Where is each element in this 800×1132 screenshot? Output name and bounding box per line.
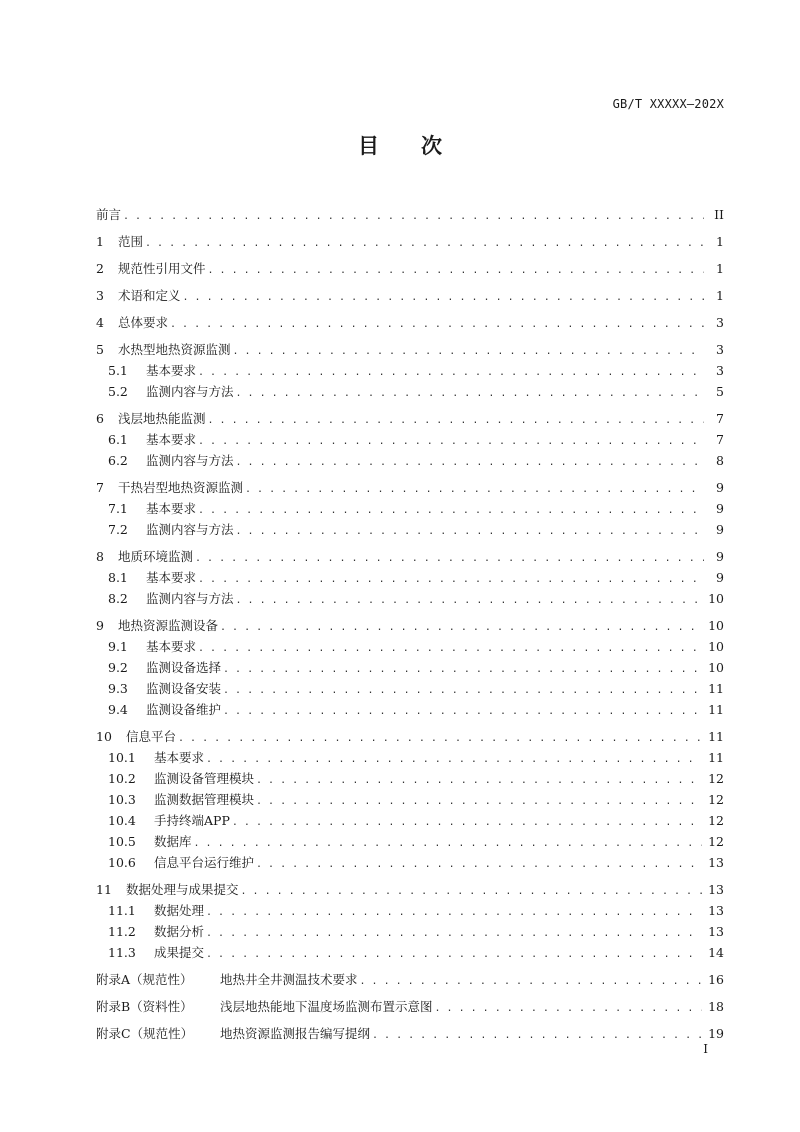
toc-leader-dots <box>206 949 702 960</box>
toc-entry-title: 信息平台运行维护 <box>154 855 255 870</box>
toc-entry-number: 11.2 <box>108 924 136 939</box>
toc-entry-title: 监测内容与方法 <box>146 384 234 399</box>
toc-leader-dots <box>236 526 704 537</box>
toc-leader-dots <box>435 1003 703 1014</box>
toc-entry[interactable] <box>96 727 724 748</box>
toc-leader-dots <box>372 1030 702 1041</box>
toc-entry-title: 数据处理与成果提交 <box>126 882 239 897</box>
toc-entry-number: 8.2 <box>108 591 128 606</box>
toc-entry[interactable] <box>96 853 724 874</box>
toc-entry-page: 1 <box>716 234 724 249</box>
toc-entry[interactable] <box>96 970 724 991</box>
toc-entry-page: II <box>714 207 724 222</box>
toc-entry-page: 16 <box>708 972 724 987</box>
toc-entry-title: 信息平台 <box>126 729 177 744</box>
toc-entry-page: 18 <box>708 999 724 1014</box>
toc-entry-number: 10.4 <box>108 813 136 828</box>
toc-entry[interactable] <box>96 520 724 541</box>
toc-entry-number: 11.1 <box>108 903 136 918</box>
toc-entry-title: 监测数据管理模块 <box>154 792 255 807</box>
toc-entry[interactable] <box>96 1024 724 1045</box>
toc-entry-title: 浅层地热能监测 <box>118 411 206 426</box>
toc-entry-number: 7.1 <box>108 501 128 516</box>
toc-entry-number: 11.3 <box>108 945 136 960</box>
toc-entry[interactable] <box>96 205 724 226</box>
standard-code: GB/T XXXXX—202X <box>612 97 724 111</box>
toc-entry-number: 1 <box>96 234 104 249</box>
toc-entry[interactable] <box>96 790 724 811</box>
toc-entry[interactable] <box>96 769 724 790</box>
toc-entry-title: 前言 <box>96 207 122 222</box>
toc-entry-title: 范围 <box>118 234 144 249</box>
toc-entry-page: 12 <box>708 792 724 807</box>
toc-leader-dots <box>220 622 702 633</box>
toc-entry-title: 基本要求 <box>146 570 197 585</box>
toc-entry-number: 3 <box>96 288 104 303</box>
toc-leader-dots <box>198 436 704 447</box>
toc-entry-page: 5 <box>716 384 724 399</box>
toc-entry-page: 13 <box>708 924 724 939</box>
toc-leader-dots <box>236 388 704 399</box>
toc-entry-page: 11 <box>708 681 724 696</box>
toc-entry[interactable] <box>96 811 724 832</box>
toc-entry-page: 11 <box>708 750 724 765</box>
toc-entry[interactable] <box>96 340 724 361</box>
toc-entry-title: 监测内容与方法 <box>146 591 234 606</box>
toc-leader-dots <box>256 859 702 870</box>
toc-entry-title: 监测设备选择 <box>146 660 222 675</box>
toc-entry-number: 5.1 <box>108 363 128 378</box>
toc-leader-dots <box>206 928 702 939</box>
toc-entry-page: 7 <box>716 411 724 426</box>
toc-entry-page: 14 <box>708 945 724 960</box>
toc-entry[interactable] <box>96 451 724 472</box>
toc-leader-dots <box>123 211 704 222</box>
toc-entry-page: 9 <box>716 570 724 585</box>
toc-entry-title: 数据处理 <box>154 903 205 918</box>
toc-leader-dots <box>233 346 704 357</box>
toc-entry[interactable] <box>96 499 724 520</box>
table-of-contents <box>96 205 724 1045</box>
toc-entry[interactable] <box>96 286 724 307</box>
toc-entry-title: 成果提交 <box>154 945 205 960</box>
toc-entry-number: 10.5 <box>108 834 136 849</box>
toc-entry-page: 1 <box>716 261 724 276</box>
toc-entry-title: 手持终端APP <box>154 813 230 828</box>
toc-entry-number: 5.2 <box>108 384 128 399</box>
toc-leader-dots <box>232 817 702 828</box>
toc-entry-title: 数据分析 <box>154 924 205 939</box>
toc-entry-title: 总体要求 <box>118 315 169 330</box>
toc-entry-title: 数据库 <box>154 834 192 849</box>
toc-entry-number: 10.6 <box>108 855 136 870</box>
toc-leader-dots <box>223 706 702 717</box>
page-title: 目 次 <box>358 134 442 158</box>
toc-entry-page: 10 <box>708 639 724 654</box>
toc-leader-dots <box>195 553 704 564</box>
toc-entry[interactable] <box>96 313 724 334</box>
toc-entry[interactable] <box>96 478 724 499</box>
toc-leader-dots <box>198 367 704 378</box>
toc-entry-number: 6.2 <box>108 453 128 468</box>
toc-entry-number: 7.2 <box>108 522 128 537</box>
toc-entry-title: 地质环境监测 <box>118 549 194 564</box>
toc-entry-title: 监测设备安装 <box>146 681 222 696</box>
toc-leader-dots <box>206 754 702 765</box>
toc-entry-number: 8.1 <box>108 570 128 585</box>
toc-entry-number: 10.3 <box>108 792 136 807</box>
toc-entry[interactable] <box>96 430 724 451</box>
toc-entry-number: 2 <box>96 261 104 276</box>
toc-entry-number: 附录A（规范性） <box>96 972 193 987</box>
toc-leader-dots <box>206 907 702 918</box>
toc-entry[interactable] <box>96 409 724 430</box>
toc-entry-title: 规范性引用文件 <box>118 261 206 276</box>
toc-entry-title: 基本要求 <box>146 501 197 516</box>
toc-leader-dots <box>145 238 704 249</box>
toc-leader-dots <box>170 319 704 330</box>
toc-entry[interactable] <box>96 589 724 610</box>
toc-entry-number: 5 <box>96 342 104 357</box>
toc-entry-page: 10 <box>708 618 724 633</box>
toc-entry[interactable] <box>96 700 724 721</box>
toc-entry[interactable] <box>96 259 724 280</box>
toc-leader-dots <box>360 976 703 987</box>
toc-entry[interactable] <box>96 943 724 964</box>
toc-entry-number: 4 <box>96 315 104 330</box>
toc-entry-page: 9 <box>716 549 724 564</box>
toc-leader-dots <box>245 484 704 495</box>
toc-entry-page: 19 <box>708 1026 724 1041</box>
toc-entry-page: 3 <box>716 363 724 378</box>
toc-entry-number: 9.2 <box>108 660 128 675</box>
toc-entry[interactable] <box>96 748 724 769</box>
toc-entry[interactable] <box>96 616 724 637</box>
toc-entry[interactable] <box>96 637 724 658</box>
toc-leader-dots <box>198 643 702 654</box>
toc-entry-number: 附录C（规范性） <box>96 1026 194 1041</box>
toc-entry[interactable] <box>96 679 724 700</box>
toc-entry[interactable] <box>96 232 724 253</box>
toc-leader-dots <box>236 595 703 606</box>
toc-entry-page: 8 <box>716 453 724 468</box>
toc-entry-number: 6 <box>96 411 104 426</box>
toc-leader-dots <box>178 733 702 744</box>
toc-entry-page: 12 <box>708 771 724 786</box>
toc-entry-number: 11 <box>96 882 112 897</box>
toc-entry-page: 3 <box>716 315 724 330</box>
toc-entry-number: 10.1 <box>108 750 136 765</box>
toc-entry-title: 基本要求 <box>146 363 197 378</box>
toc-entry-number: 9.4 <box>108 702 128 717</box>
toc-leader-dots <box>183 292 704 303</box>
toc-entry-title: 术语和定义 <box>118 288 181 303</box>
toc-entry-number: 10 <box>96 729 112 744</box>
toc-entry-number: 9.3 <box>108 681 128 696</box>
toc-entry[interactable] <box>96 382 724 403</box>
toc-entry-title: 监测设备管理模块 <box>154 771 255 786</box>
toc-leader-dots <box>198 505 704 516</box>
toc-entry-title: 浅层地热能地下温度场监测布置示意图 <box>220 999 433 1014</box>
toc-entry-page: 3 <box>716 342 724 357</box>
toc-entry-title: 监测内容与方法 <box>146 453 234 468</box>
toc-entry-number: 6.1 <box>108 432 128 447</box>
toc-entry[interactable] <box>96 568 724 589</box>
toc-entry-number: 9.1 <box>108 639 128 654</box>
toc-entry-title: 基本要求 <box>154 750 205 765</box>
toc-entry-page: 9 <box>716 480 724 495</box>
toc-entry-page: 9 <box>716 501 724 516</box>
toc-entry-number: 7 <box>96 480 104 495</box>
toc-entry-page: 13 <box>708 903 724 918</box>
toc-entry-title: 地热资源监测设备 <box>118 618 219 633</box>
toc-entry-title: 地热井全井测温技术要求 <box>220 972 358 987</box>
toc-entry-page: 12 <box>708 813 724 828</box>
toc-leader-dots <box>241 886 703 897</box>
toc-entry-page: 11 <box>708 702 724 717</box>
toc-entry-page: 13 <box>708 855 724 870</box>
toc-entry[interactable] <box>96 547 724 568</box>
toc-entry-page: 9 <box>716 522 724 537</box>
toc-entry-page: 11 <box>708 729 724 744</box>
toc-leader-dots <box>198 574 704 585</box>
toc-entry[interactable] <box>96 922 724 943</box>
toc-entry-title: 监测设备维护 <box>146 702 222 717</box>
toc-entry[interactable] <box>96 832 724 853</box>
toc-entry-page: 12 <box>708 834 724 849</box>
toc-leader-dots <box>194 838 703 849</box>
toc-entry-number: 9 <box>96 618 104 633</box>
toc-entry-page: 13 <box>708 882 724 897</box>
toc-entry[interactable] <box>96 997 724 1018</box>
toc-leader-dots <box>208 415 704 426</box>
toc-leader-dots <box>236 457 704 468</box>
toc-entry-page: 7 <box>716 432 724 447</box>
toc-leader-dots <box>223 664 702 675</box>
toc-leader-dots <box>256 796 702 807</box>
toc-entry-title: 基本要求 <box>146 639 197 654</box>
toc-entry[interactable] <box>96 361 724 382</box>
toc-leader-dots <box>256 775 702 786</box>
toc-entry-title: 水热型地热资源监测 <box>118 342 231 357</box>
toc-entry-page: 10 <box>708 660 724 675</box>
toc-entry[interactable] <box>96 658 724 679</box>
toc-entry[interactable] <box>96 901 724 922</box>
toc-entry-title: 地热资源监测报告编写提纲 <box>220 1026 371 1041</box>
toc-entry-number: 附录B（资料性） <box>96 999 193 1014</box>
toc-entry-title: 干热岩型地热资源监测 <box>118 480 244 495</box>
toc-entry-page: 10 <box>708 591 724 606</box>
toc-leader-dots <box>208 265 704 276</box>
toc-entry-number: 8 <box>96 549 104 564</box>
toc-entry-page: 1 <box>716 288 724 303</box>
toc-entry[interactable] <box>96 880 724 901</box>
page-number: I <box>703 1042 708 1056</box>
toc-entry-number: 10.2 <box>108 771 136 786</box>
toc-entry-title: 监测内容与方法 <box>146 522 234 537</box>
toc-leader-dots <box>223 685 702 696</box>
toc-entry-title: 基本要求 <box>146 432 197 447</box>
